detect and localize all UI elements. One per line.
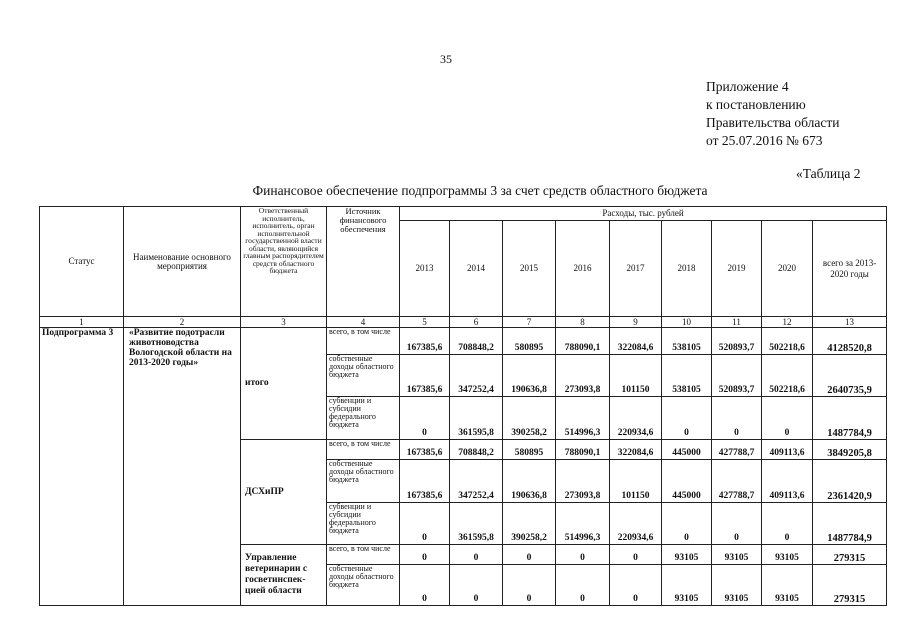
column-number: 2: [124, 317, 241, 328]
table-label: «Таблица 2: [796, 166, 861, 181]
year-value: 0: [400, 545, 450, 565]
column-number: 8: [556, 317, 610, 328]
header-year: 2020: [762, 221, 813, 317]
header-source: Источник финансового обеспечения: [327, 207, 400, 317]
year-value: 538105: [662, 355, 712, 397]
year-value: 0: [762, 397, 813, 440]
year-value: 220934,6: [610, 397, 662, 440]
year-value: 538105: [662, 328, 712, 355]
column-number: 13: [813, 317, 887, 328]
column-number: 1: [40, 317, 124, 328]
year-value: 445000: [662, 440, 712, 460]
table-body: [40, 328, 887, 606]
year-value: 580895: [503, 440, 556, 460]
year-value: 190636,8: [503, 355, 556, 397]
year-value: 502218,6: [762, 328, 813, 355]
year-value: 514996,3: [556, 397, 610, 440]
year-value: 361595,8: [450, 397, 503, 440]
total-value: 4128520,8: [813, 328, 887, 355]
year-value: 0: [712, 503, 762, 545]
year-value: 520893,7: [712, 328, 762, 355]
header-name: Наименование основного мероприятия: [124, 207, 241, 317]
year-value: 409113,6: [762, 460, 813, 503]
year-value: 93105: [712, 565, 762, 606]
column-number: 10: [662, 317, 712, 328]
appendix-line: к постановлению: [706, 97, 806, 112]
funding-source: собственные доходы областного бюджета: [327, 355, 400, 397]
year-value: 93105: [762, 565, 813, 606]
funding-source: всего, в том числе: [327, 545, 400, 565]
year-value: 0: [503, 545, 556, 565]
year-value: 0: [712, 397, 762, 440]
header-year: 2017: [610, 221, 662, 317]
column-number: 11: [712, 317, 762, 328]
table-title: Финансовое обеспечение подпрограммы 3 за счет средств областного бюджета: [252, 183, 708, 198]
year-value: 0: [762, 503, 813, 545]
appendix-line: Правительства области: [706, 115, 840, 130]
year-value: 93105: [662, 545, 712, 565]
column-number: 6: [450, 317, 503, 328]
year-value: 0: [610, 565, 662, 606]
executor-cell: ДСХиПР: [241, 440, 327, 545]
year-value: 390258,2: [503, 397, 556, 440]
year-value: 361595,8: [450, 503, 503, 545]
year-value: 502218,6: [762, 355, 813, 397]
year-value: 220934,6: [610, 503, 662, 545]
year-value: 322084,6: [610, 440, 662, 460]
executor-cell: Управление ветеринарии с госветинспек-цией области: [241, 545, 327, 606]
year-value: 0: [662, 397, 712, 440]
column-number: 9: [610, 317, 662, 328]
year-value: 190636,8: [503, 460, 556, 503]
year-value: 0: [556, 545, 610, 565]
year-value: 347252,4: [450, 355, 503, 397]
year-value: 0: [400, 503, 450, 545]
header-year: 2019: [712, 221, 762, 317]
year-value: 708848,2: [450, 440, 503, 460]
year-value: 0: [450, 565, 503, 606]
funding-source: собственные доходы областного бюджета: [327, 460, 400, 503]
program-status: Подпрограмма 3: [40, 328, 124, 606]
year-value: 0: [400, 397, 450, 440]
header-year: 2015: [503, 221, 556, 317]
header-status: Статус: [40, 207, 124, 317]
year-value: 580895: [503, 328, 556, 355]
header-expenses: Расходы, тыс. рублей: [400, 207, 887, 221]
total-value: 2361420,9: [813, 460, 887, 503]
year-value: 514996,3: [556, 503, 610, 545]
header-total: всего за 2013-2020 годы: [813, 221, 887, 317]
year-value: 520893,7: [712, 355, 762, 397]
year-value: 0: [556, 565, 610, 606]
header-year: 2013: [400, 221, 450, 317]
year-value: 93105: [712, 545, 762, 565]
funding-source: субвенции и субсидии федерального бюджета: [327, 397, 400, 440]
header-year: 2016: [556, 221, 610, 317]
column-number-row: [40, 317, 887, 328]
year-value: 167385,6: [400, 440, 450, 460]
column-number: 3: [241, 317, 327, 328]
year-value: 273093,8: [556, 355, 610, 397]
total-value: 3849205,8: [813, 440, 887, 460]
total-value: 1487784,9: [813, 397, 887, 440]
column-number: 12: [762, 317, 813, 328]
funding-source: всего, в том числе: [327, 440, 400, 460]
total-value: 279315: [813, 565, 887, 606]
appendix-block: [706, 78, 839, 150]
year-value: 445000: [662, 460, 712, 503]
year-value: 0: [503, 565, 556, 606]
column-number: 5: [400, 317, 450, 328]
year-value: 0: [662, 503, 712, 545]
year-value: 708848,2: [450, 328, 503, 355]
year-value: 427788,7: [712, 440, 762, 460]
year-value: 93105: [762, 545, 813, 565]
year-value: 101150: [610, 355, 662, 397]
executor-cell: итого: [241, 328, 327, 440]
funding-source: собственные доходы областного бюджета: [327, 565, 400, 606]
year-value: 273093,8: [556, 460, 610, 503]
column-number: 4: [327, 317, 400, 328]
appendix-line: от 25.07.2016 № 673: [706, 133, 823, 148]
year-value: 167385,6: [400, 460, 450, 503]
column-number: 7: [503, 317, 556, 328]
year-value: 427788,7: [712, 460, 762, 503]
budget-table: [39, 206, 887, 606]
total-value: 279315: [813, 545, 887, 565]
header-executor: Ответственный исполнитель, исполнитель, орган исполнительной государственной власти области, являющийся главным распорядителем средств областного бюджета: [241, 207, 327, 317]
year-value: 788090,1: [556, 440, 610, 460]
header-year: 2014: [450, 221, 503, 317]
year-value: 101150: [610, 460, 662, 503]
year-value: 0: [450, 545, 503, 565]
year-value: 0: [400, 565, 450, 606]
total-value: 2640735,9: [813, 355, 887, 397]
program-name: «Развитие подотрасли животноводства Вологодской области на 2013-2020 годы»: [124, 328, 241, 606]
year-value: 409113,6: [762, 440, 813, 460]
year-value: 167385,6: [400, 355, 450, 397]
year-value: 390258,2: [503, 503, 556, 545]
funding-source: всего, в том числе: [327, 328, 400, 355]
year-value: 322084,6: [610, 328, 662, 355]
table-row: [40, 328, 887, 355]
appendix-line: Приложение 4: [706, 79, 789, 94]
year-value: 788090,1: [556, 328, 610, 355]
year-value: 93105: [662, 565, 712, 606]
funding-source: субвенции и субсидии федерального бюджета: [327, 503, 400, 545]
total-value: 1487784,9: [813, 503, 887, 545]
header-year: 2018: [662, 221, 712, 317]
year-value: 167385,6: [400, 328, 450, 355]
page-number: 35: [440, 52, 452, 66]
year-value: 347252,4: [450, 460, 503, 503]
year-value: 0: [610, 545, 662, 565]
